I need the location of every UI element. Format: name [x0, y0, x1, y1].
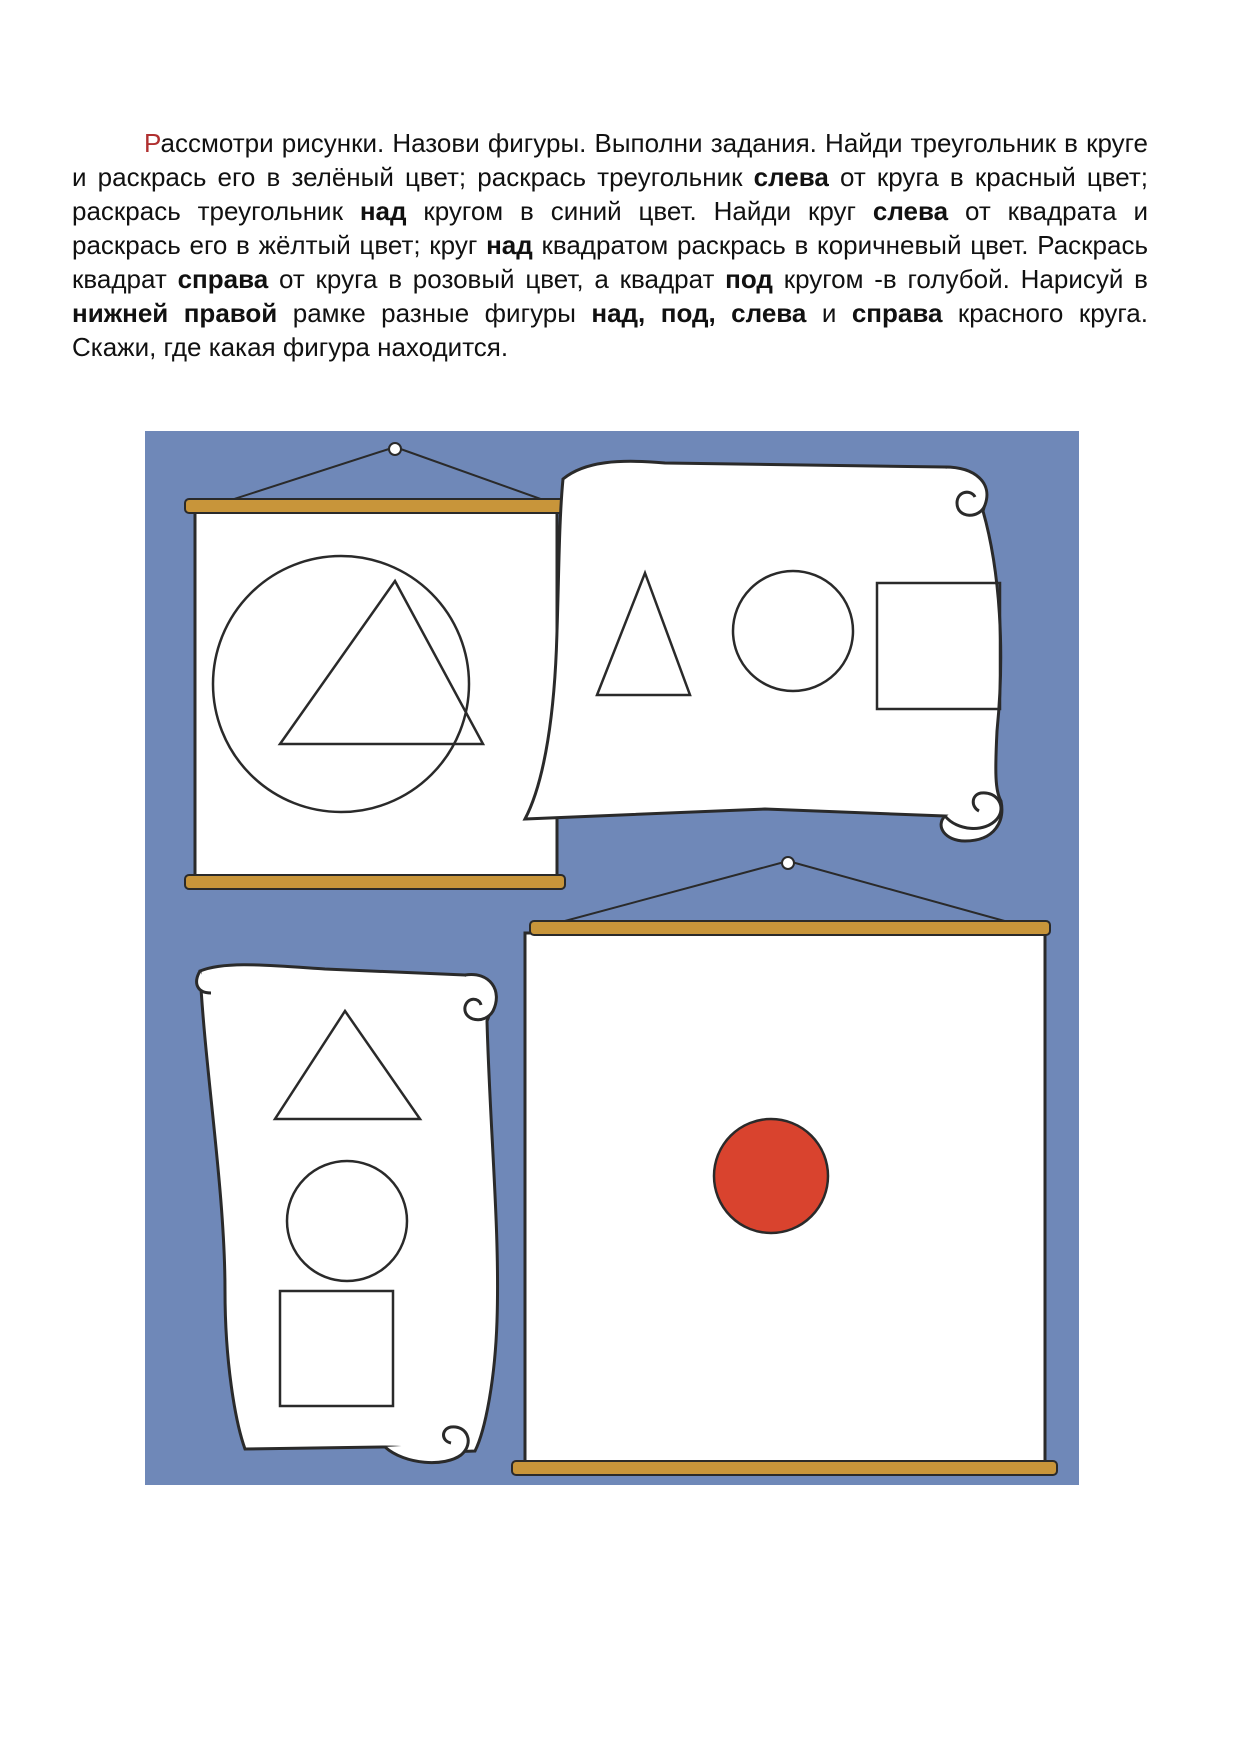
text-segment: и	[806, 298, 852, 328]
bold-keyword: слева	[753, 162, 829, 192]
hanger-nail-icon	[389, 443, 401, 455]
text-segment: от круга в розовый цвет, а квадрат	[268, 264, 726, 294]
bold-keyword: справа	[177, 264, 269, 294]
bold-keyword: слева	[872, 196, 949, 226]
bold-keyword: нижней правой	[72, 298, 278, 328]
illustration	[145, 431, 1079, 1485]
text-segment: квадратом раскрась в коричневый цвет. Раскрась квадрат	[72, 230, 1149, 294]
text-segment: от круга в красный цвет; раскрась треугольник	[72, 162, 1148, 226]
scroll-top-right	[525, 461, 1002, 841]
bold-keyword: справа	[851, 298, 943, 328]
text-segment: ассмотри рисунки. Назови фигуры. Выполни задания. Найди треугольник в круге и раскрась его в зелёный цвет; раскрась треугольник	[72, 128, 1148, 192]
hanger-nail-icon-2	[782, 857, 794, 869]
bold-keyword: под	[725, 264, 773, 294]
red-circle-icon	[714, 1119, 828, 1233]
text-segment: рамке разные фигуры	[277, 298, 592, 328]
task-instructions	[72, 126, 1148, 364]
text-segment: от квадрата и раскрась его в жёлтый цвет; круг	[72, 196, 1148, 260]
text-segment: красного круга. Скажи, где какая фигура находится.	[72, 298, 1148, 362]
text-segment: кругом в синий цвет. Найди круг	[406, 196, 873, 226]
text-segment: кругом -в голубой. Нарисуй в	[772, 264, 1148, 294]
poster-top-left	[185, 443, 565, 889]
bold-keyword: над, под, слева	[591, 298, 807, 328]
poster-bottom-right	[512, 857, 1057, 1475]
scroll-bottom-left	[197, 965, 498, 1463]
first-letter: Р	[144, 128, 161, 158]
bold-keyword: над	[359, 196, 407, 226]
bold-keyword: над	[486, 230, 533, 260]
